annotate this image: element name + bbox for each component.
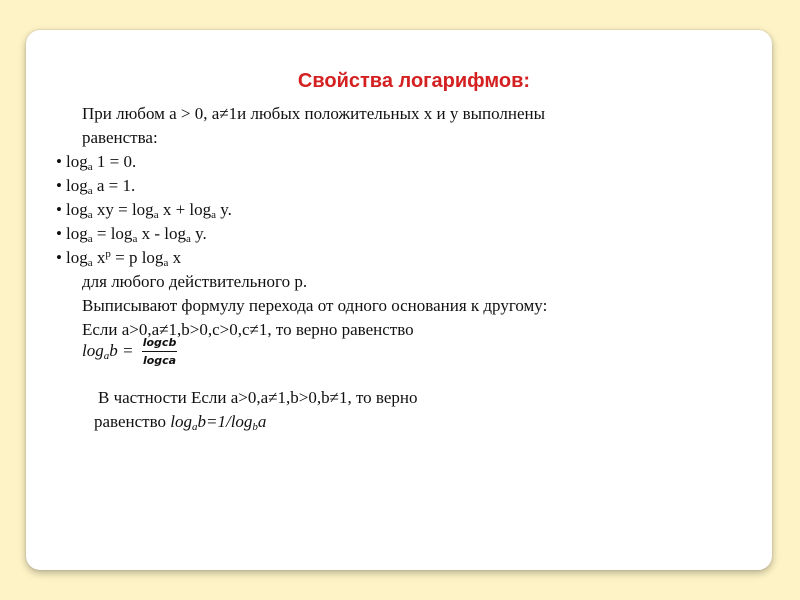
bullet: • (56, 152, 62, 171)
bullet: • (56, 176, 62, 195)
fraction-numerator: logcb (142, 336, 178, 352)
slide-card (26, 30, 772, 570)
property-3: $\log_a$ xy = $\log_a x + \log_a y$. (66, 200, 232, 221)
formula-fraction (142, 336, 178, 368)
particular-line-2: равенство $\log_ab=1/\log_ba$ (94, 412, 267, 433)
slide-title: Свойства логарифмов: (297, 70, 531, 92)
property-2: $\log_a a = 1$. (66, 176, 136, 197)
any-real-p-text: для любого действительного p. (82, 272, 308, 291)
intro-line-2: равенства: (82, 128, 158, 147)
particular-line-1: В частности Если a>0,a≠1,b>0,b≠1, то верно (98, 388, 418, 407)
bullet: • (56, 200, 62, 219)
bullet: • (56, 224, 62, 243)
property-4: $\log_a = \log_a x - \log_a y$. (66, 224, 207, 245)
reciprocal-formula: $\log_ab=1/\log_ba$ (170, 412, 267, 433)
bullet: • (56, 248, 62, 267)
fraction-denominator: logca (142, 354, 177, 367)
property-5: $\log_a x^p = p$ $\log_a x$ (66, 248, 182, 269)
transition-text: Выписывают формулу перехода от одного основания к другому: (82, 296, 548, 315)
intro-line-1: При любом a > 0, a≠1и любых положительных x и y выполнены (82, 104, 546, 123)
change-of-base-formula: $\log_ab$ = $\frac{\text{logcb}}{\text{logca}}$ (82, 336, 177, 367)
condition-text: Если a>0,a≠1,b>0,c>0,c≠1, то верно равенство (82, 320, 414, 339)
property-1: $\log_a 1 = 0$. (66, 152, 137, 173)
